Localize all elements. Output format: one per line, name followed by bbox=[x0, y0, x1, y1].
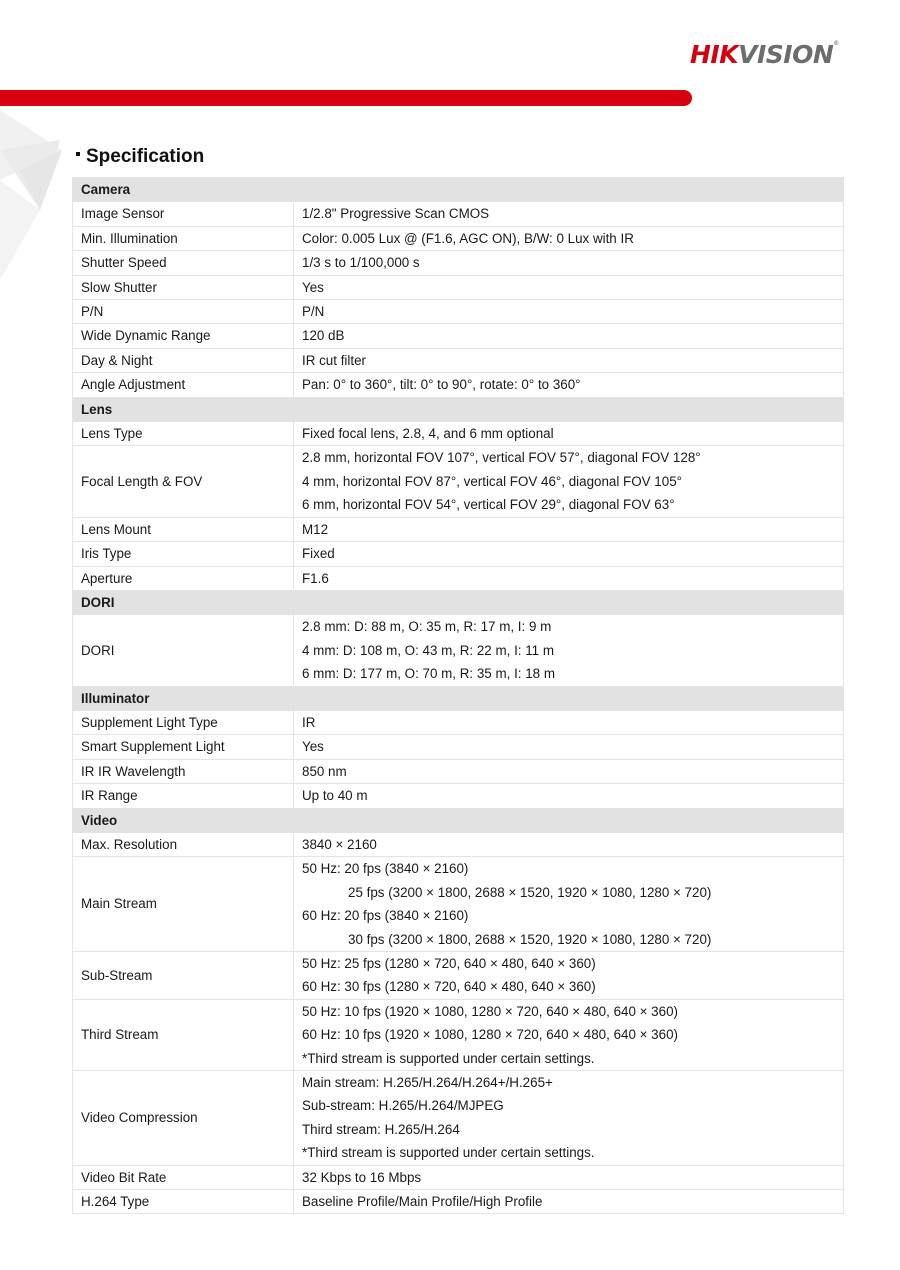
spec-value bbox=[294, 324, 844, 348]
spec-value bbox=[294, 348, 844, 372]
spec-value bbox=[294, 999, 844, 1070]
spec-value-line: M12 bbox=[302, 521, 329, 537]
spec-row bbox=[73, 952, 844, 1000]
section-header-dori bbox=[73, 590, 844, 614]
spec-row bbox=[73, 446, 844, 517]
spec-row bbox=[73, 348, 844, 372]
section-header-lens bbox=[73, 397, 844, 421]
spec-label: Min. Illumination bbox=[73, 226, 294, 250]
spec-value-line: 50 Hz: 20 fps (3840 × 2160) bbox=[302, 861, 469, 877]
spec-value-line: 4 mm: D: 108 m, O: 43 m, R: 22 m, I: 11 m bbox=[302, 642, 555, 658]
spec-value bbox=[294, 952, 844, 1000]
spec-label: Video Bit Rate bbox=[73, 1165, 294, 1189]
spec-value bbox=[294, 275, 844, 299]
spec-row bbox=[73, 566, 844, 590]
spec-row bbox=[73, 1071, 844, 1166]
spec-row bbox=[73, 275, 844, 299]
spec-label: IR Range bbox=[73, 784, 294, 808]
spec-label: Slow Shutter bbox=[73, 275, 294, 299]
spec-label: Iris Type bbox=[73, 542, 294, 566]
spec-value-line: 3840 × 2160 bbox=[302, 836, 377, 852]
spec-label: DORI bbox=[73, 615, 294, 686]
section-header-illuminator bbox=[73, 686, 844, 710]
spec-value-line: 1/2.8" Progressive Scan CMOS bbox=[302, 206, 490, 222]
spec-row bbox=[73, 517, 844, 541]
spec-value bbox=[294, 1190, 844, 1214]
spec-value-line: Up to 40 m bbox=[302, 788, 368, 804]
spec-value-line: IR bbox=[302, 714, 316, 730]
spec-label: Supplement Light Type bbox=[73, 710, 294, 734]
spec-value-line: *Third stream is supported under certain settings. bbox=[302, 1145, 595, 1161]
spec-value bbox=[294, 857, 844, 952]
spec-value-line: 30 fps (3200 × 1800, 2688 × 1520, 1920 × 1080, 1280 × 720) bbox=[348, 931, 712, 947]
spec-value-line: Main stream: H.265/H.264/H.264+/H.265+ bbox=[302, 1075, 553, 1091]
spec-label: Lens Type bbox=[73, 422, 294, 446]
spec-row bbox=[73, 615, 844, 686]
spec-value bbox=[294, 202, 844, 226]
spec-label: Wide Dynamic Range bbox=[73, 324, 294, 348]
spec-row bbox=[73, 735, 844, 759]
logo-part-grey: VISION bbox=[738, 40, 834, 69]
section-title: Lens bbox=[73, 397, 844, 421]
spec-row bbox=[73, 759, 844, 783]
spec-value-line: 850 nm bbox=[302, 763, 347, 779]
spec-value-line: F1.6 bbox=[302, 570, 329, 586]
spec-value-line: 4 mm, horizontal FOV 87°, vertical FOV 46°, diagonal FOV 105° bbox=[302, 473, 683, 489]
spec-value bbox=[294, 735, 844, 759]
spec-value-line: 60 Hz: 30 fps (1280 × 720, 640 × 480, 640 × 360) bbox=[302, 979, 596, 995]
spec-label: P/N bbox=[73, 300, 294, 324]
spec-value bbox=[294, 615, 844, 686]
spec-row bbox=[73, 202, 844, 226]
spec-value bbox=[294, 710, 844, 734]
bullet-icon bbox=[76, 152, 80, 156]
spec-value bbox=[294, 1071, 844, 1166]
spec-value-line: Color: 0.005 Lux @ (F1.6, AGC ON), B/W: 0 Lux with IR bbox=[302, 230, 634, 246]
spec-label: Focal Length & FOV bbox=[73, 446, 294, 517]
spec-value bbox=[294, 251, 844, 275]
header-red-bar bbox=[0, 90, 692, 106]
spec-label: Lens Mount bbox=[73, 517, 294, 541]
spec-value-line: 50 Hz: 25 fps (1280 × 720, 640 × 480, 640 × 360) bbox=[302, 956, 596, 971]
spec-value-line: 25 fps (3200 × 1800, 2688 × 1520, 1920 × 1080, 1280 × 720) bbox=[348, 884, 712, 900]
section-title: DORI bbox=[73, 590, 844, 614]
spec-value bbox=[294, 446, 844, 517]
spec-value-line: 6 mm: D: 177 m, O: 70 m, R: 35 m, I: 18 m bbox=[302, 666, 556, 682]
spec-value-line: 32 Kbps to 16 Mbps bbox=[302, 1169, 422, 1185]
registered-mark: ® bbox=[833, 40, 839, 47]
spec-value-line: Sub-stream: H.265/H.264/MJPEG bbox=[302, 1098, 504, 1114]
spec-value-line: 120 dB bbox=[302, 328, 345, 344]
spec-row bbox=[73, 226, 844, 250]
spec-row bbox=[73, 710, 844, 734]
specification-table bbox=[72, 177, 844, 1214]
spec-label: Angle Adjustment bbox=[73, 373, 294, 397]
spec-value-line: 2.8 mm: D: 88 m, O: 35 m, R: 17 m, I: 9 m bbox=[302, 619, 552, 635]
spec-value bbox=[294, 566, 844, 590]
spec-label: Third Stream bbox=[73, 999, 294, 1070]
spec-row bbox=[73, 422, 844, 446]
spec-label: Aperture bbox=[73, 566, 294, 590]
spec-value-line: 60 Hz: 20 fps (3840 × 2160) bbox=[302, 908, 469, 924]
spec-row bbox=[73, 832, 844, 856]
spec-row bbox=[73, 324, 844, 348]
spec-value-line: *Third stream is supported under certain settings. bbox=[302, 1050, 595, 1066]
section-title: Video bbox=[73, 808, 844, 832]
spec-value-line: Baseline Profile/Main Profile/High Profile bbox=[302, 1194, 543, 1210]
spec-value-line: Fixed bbox=[302, 546, 335, 562]
spec-label: Video Compression bbox=[73, 1071, 294, 1166]
section-header-camera bbox=[73, 178, 844, 202]
spec-label: Max. Resolution bbox=[73, 832, 294, 856]
spec-value bbox=[294, 1165, 844, 1189]
spec-label: H.264 Type bbox=[73, 1190, 294, 1214]
spec-label: Main Stream bbox=[73, 857, 294, 952]
spec-label: Smart Supplement Light bbox=[73, 735, 294, 759]
spec-value bbox=[294, 373, 844, 397]
spec-value-line: Pan: 0° to 360°, tilt: 0° to 90°, rotate: 0° to 360° bbox=[302, 377, 581, 393]
spec-value bbox=[294, 542, 844, 566]
spec-label: Day & Night bbox=[73, 348, 294, 372]
spec-value-line: P/N bbox=[302, 304, 325, 320]
spec-label: Image Sensor bbox=[73, 202, 294, 226]
spec-row bbox=[73, 784, 844, 808]
spec-row bbox=[73, 1165, 844, 1189]
spec-value-line: Fixed focal lens, 2.8, 4, and 6 mm optional bbox=[302, 426, 554, 442]
section-header-video bbox=[73, 808, 844, 832]
spec-label: IR IR Wavelength bbox=[73, 759, 294, 783]
spec-row bbox=[73, 857, 844, 952]
spec-value-line: IR cut filter bbox=[302, 352, 366, 368]
spec-label: Sub-Stream bbox=[73, 952, 294, 1000]
spec-row bbox=[73, 542, 844, 566]
page-title bbox=[76, 146, 204, 168]
spec-row bbox=[73, 300, 844, 324]
spec-value-line: 6 mm, horizontal FOV 54°, vertical FOV 29°, diagonal FOV 63° bbox=[302, 497, 675, 513]
spec-row bbox=[73, 251, 844, 275]
spec-value bbox=[294, 517, 844, 541]
spec-value bbox=[294, 832, 844, 856]
page-title-text: Specification bbox=[86, 146, 205, 167]
spec-value-line: Yes bbox=[302, 279, 324, 295]
spec-row bbox=[73, 373, 844, 397]
spec-value-line: Third stream: H.265/H.264 bbox=[302, 1121, 460, 1137]
spec-row bbox=[73, 1190, 844, 1214]
spec-value-line: 60 Hz: 10 fps (1920 × 1080, 1280 × 720, 640 × 480, 640 × 360) bbox=[302, 1027, 678, 1043]
spec-value bbox=[294, 784, 844, 808]
section-title: Illuminator bbox=[73, 686, 844, 710]
spec-value-line: 50 Hz: 10 fps (1920 × 1080, 1280 × 720, 640 × 480, 640 × 360) bbox=[302, 1003, 678, 1019]
logo-part-red: HIK bbox=[690, 40, 739, 69]
spec-value-line: 2.8 mm, horizontal FOV 107°, vertical FOV 57°, diagonal FOV 128° bbox=[302, 450, 701, 466]
spec-row bbox=[73, 999, 844, 1070]
spec-label: Shutter Speed bbox=[73, 251, 294, 275]
spec-value bbox=[294, 300, 844, 324]
spec-value bbox=[294, 226, 844, 250]
spec-value bbox=[294, 422, 844, 446]
section-title: Camera bbox=[73, 178, 844, 202]
hikvision-logo bbox=[690, 40, 839, 69]
spec-value-line: Yes bbox=[302, 739, 324, 755]
spec-value bbox=[294, 759, 844, 783]
spec-value-line: 1/3 s to 1/100,000 s bbox=[302, 255, 420, 271]
